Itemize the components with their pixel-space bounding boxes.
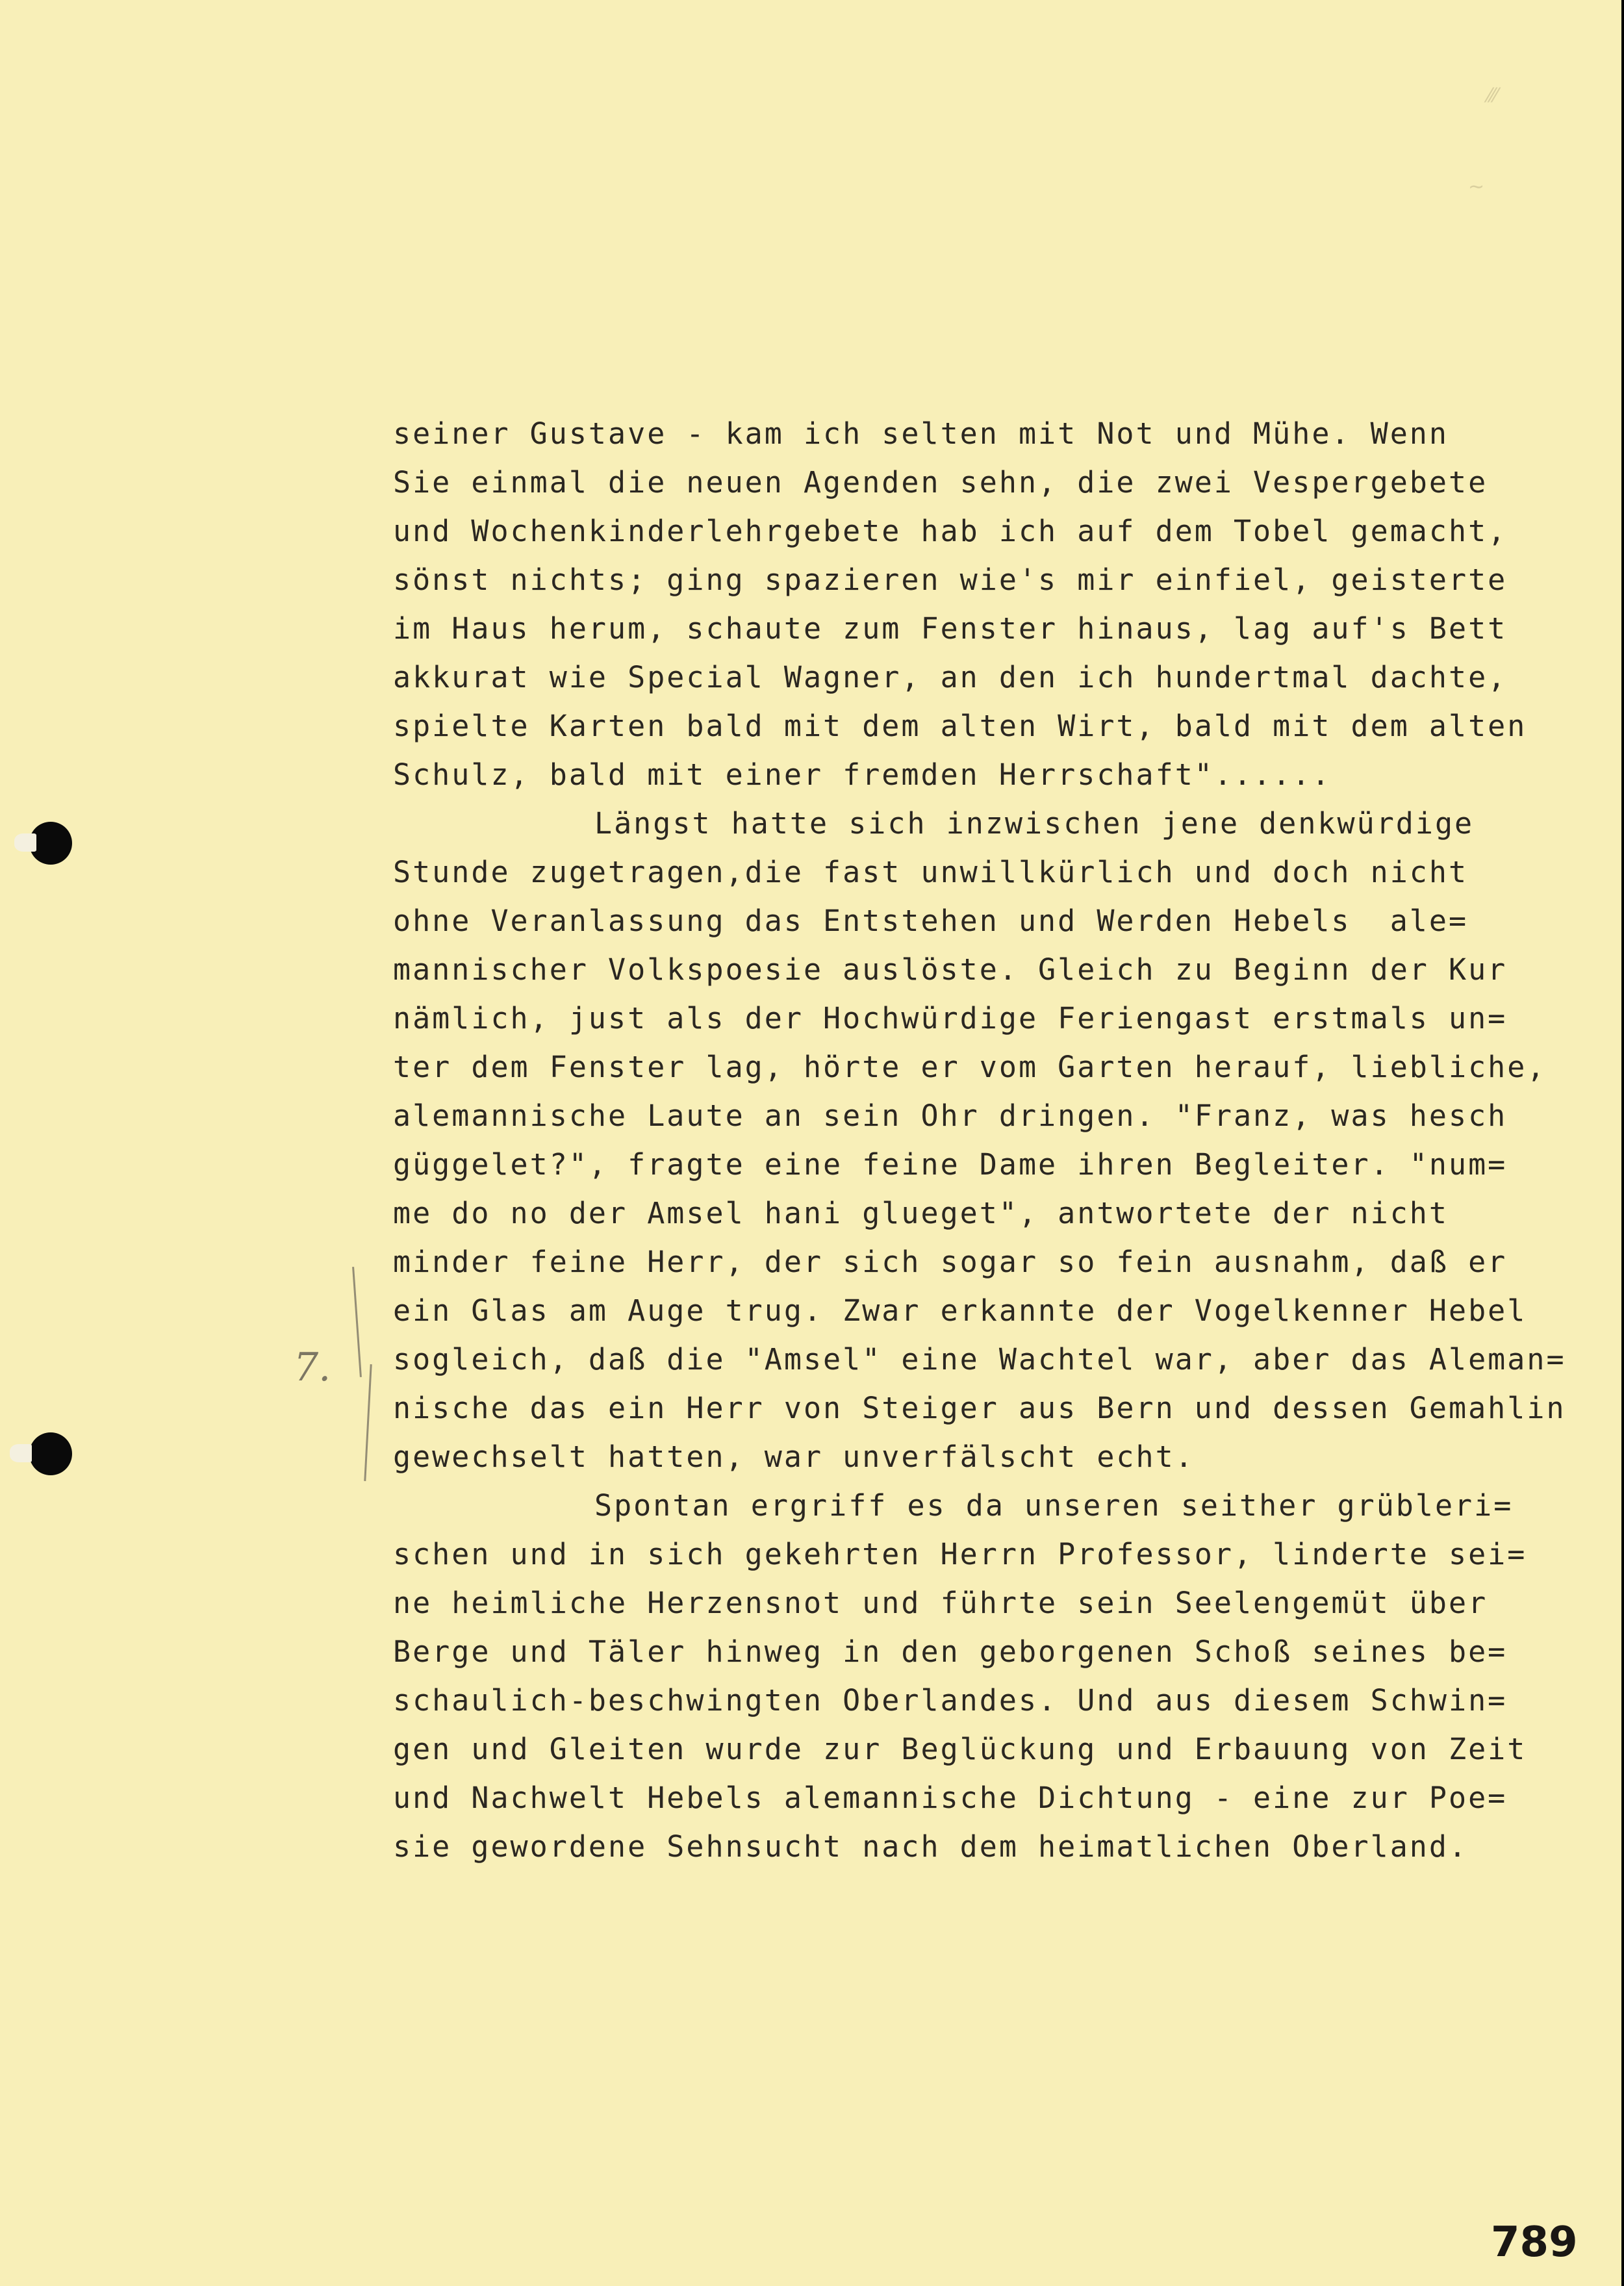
text-line: sogleich, daß die "Amsel" eine Wachtel war, aber das Aleman= (393, 1342, 1566, 1377)
text-line: Berge und Täler hinweg in den geborgenen Schoß seines be= (393, 1634, 1508, 1669)
pencil-margin-line (364, 1364, 372, 1481)
text-line: minder feine Herr, der sich sogar so fein ausnahm, daß er (393, 1245, 1508, 1279)
text-line: ein Glas am Auge trug. Zwar erkannte der Vogelkenner Hebel (393, 1293, 1527, 1328)
text-line: ter dem Fenster lag, hörte er vom Garten herauf, liebliche, (393, 1050, 1547, 1084)
typed-text-body (393, 409, 1621, 1871)
paper-tear (10, 1444, 32, 1462)
text-line: nämlich, just als der Hochwürdige Feriengast erstmals un= (393, 1001, 1508, 1035)
faint-corner-mark: ∼ (1468, 175, 1485, 198)
text-line: nische das ein Herr von Steiger aus Bern und dessen Gemahlin (393, 1391, 1566, 1425)
text-line: ne heimliche Herzensnot und führte sein Seelengemüt über (393, 1586, 1488, 1620)
text-line: seiner Gustave - kam ich selten mit Not und Mühe. Wenn (393, 416, 1449, 451)
text-line: Stunde zugetragen,die fast unwillkürlich und doch nicht (393, 855, 1469, 889)
page-number: 789 (1491, 2218, 1578, 2267)
margin-note: 7. (294, 1345, 331, 1390)
text-line: alemannische Laute an sein Ohr dringen. "Franz, was hesch (393, 1099, 1508, 1133)
text-line: Schulz, bald mit einer fremden Herrschaft"...... (393, 757, 1332, 792)
text-line: im Haus herum, schaute zum Fenster hinaus, lag auf's Bett (393, 611, 1508, 646)
text-line: me do no der Amsel hani glueget", antwortete der nicht (393, 1196, 1449, 1230)
text-line: akkurat wie Special Wagner, an den ich hundertmal dachte, (393, 660, 1508, 694)
text-line: schen und in sich gekehrten Herrn Professor, linderte sei= (393, 1537, 1527, 1571)
text-line: Spontan ergriff es da unseren seither grübleri= (594, 1488, 1514, 1523)
text-line: güggelet?", fragte eine feine Dame ihren Begleiter. "num= (393, 1147, 1508, 1182)
paper-tear (14, 833, 36, 852)
text-line: Sie einmal die neuen Agenden sehn, die zwei Vespergebete (393, 465, 1488, 500)
text-line: schaulich-beschwingten Oberlandes. Und aus diesem Schwin= (393, 1683, 1508, 1718)
text-line: ohne Veranlassung das Entstehen und Werden Hebels ale= (393, 904, 1469, 938)
pencil-margin-line (352, 1267, 362, 1377)
text-line: und Wochenkinderlehrgebete hab ich auf dem Tobel gemacht, (393, 514, 1508, 548)
text-line: gen und Gleiten wurde zur Beglückung und Erbauung von Zeit (393, 1732, 1527, 1766)
punch-hole (29, 1432, 72, 1475)
text-line: sie gewordene Sehnsucht nach dem heimatlichen Oberland. (393, 1829, 1469, 1864)
text-line: spielte Karten bald mit dem alten Wirt, bald mit dem alten (393, 709, 1527, 743)
text-line: Längst hatte sich inzwischen jene denkwürdige (594, 806, 1475, 841)
text-line: und Nachwelt Hebels alemannische Dichtung - eine zur Poe= (393, 1781, 1508, 1815)
text-line: mannischer Volkspoesie auslöste. Gleich zu Beginn der Kur (393, 952, 1508, 987)
text-line: sönst nichts; ging spazieren wie's mir einfiel, geisterte (393, 563, 1508, 597)
faint-corner-mark: ⁄⁄⁄ (1488, 84, 1498, 107)
text-line: gewechselt hatten, war unverfälscht echt. (393, 1440, 1195, 1474)
